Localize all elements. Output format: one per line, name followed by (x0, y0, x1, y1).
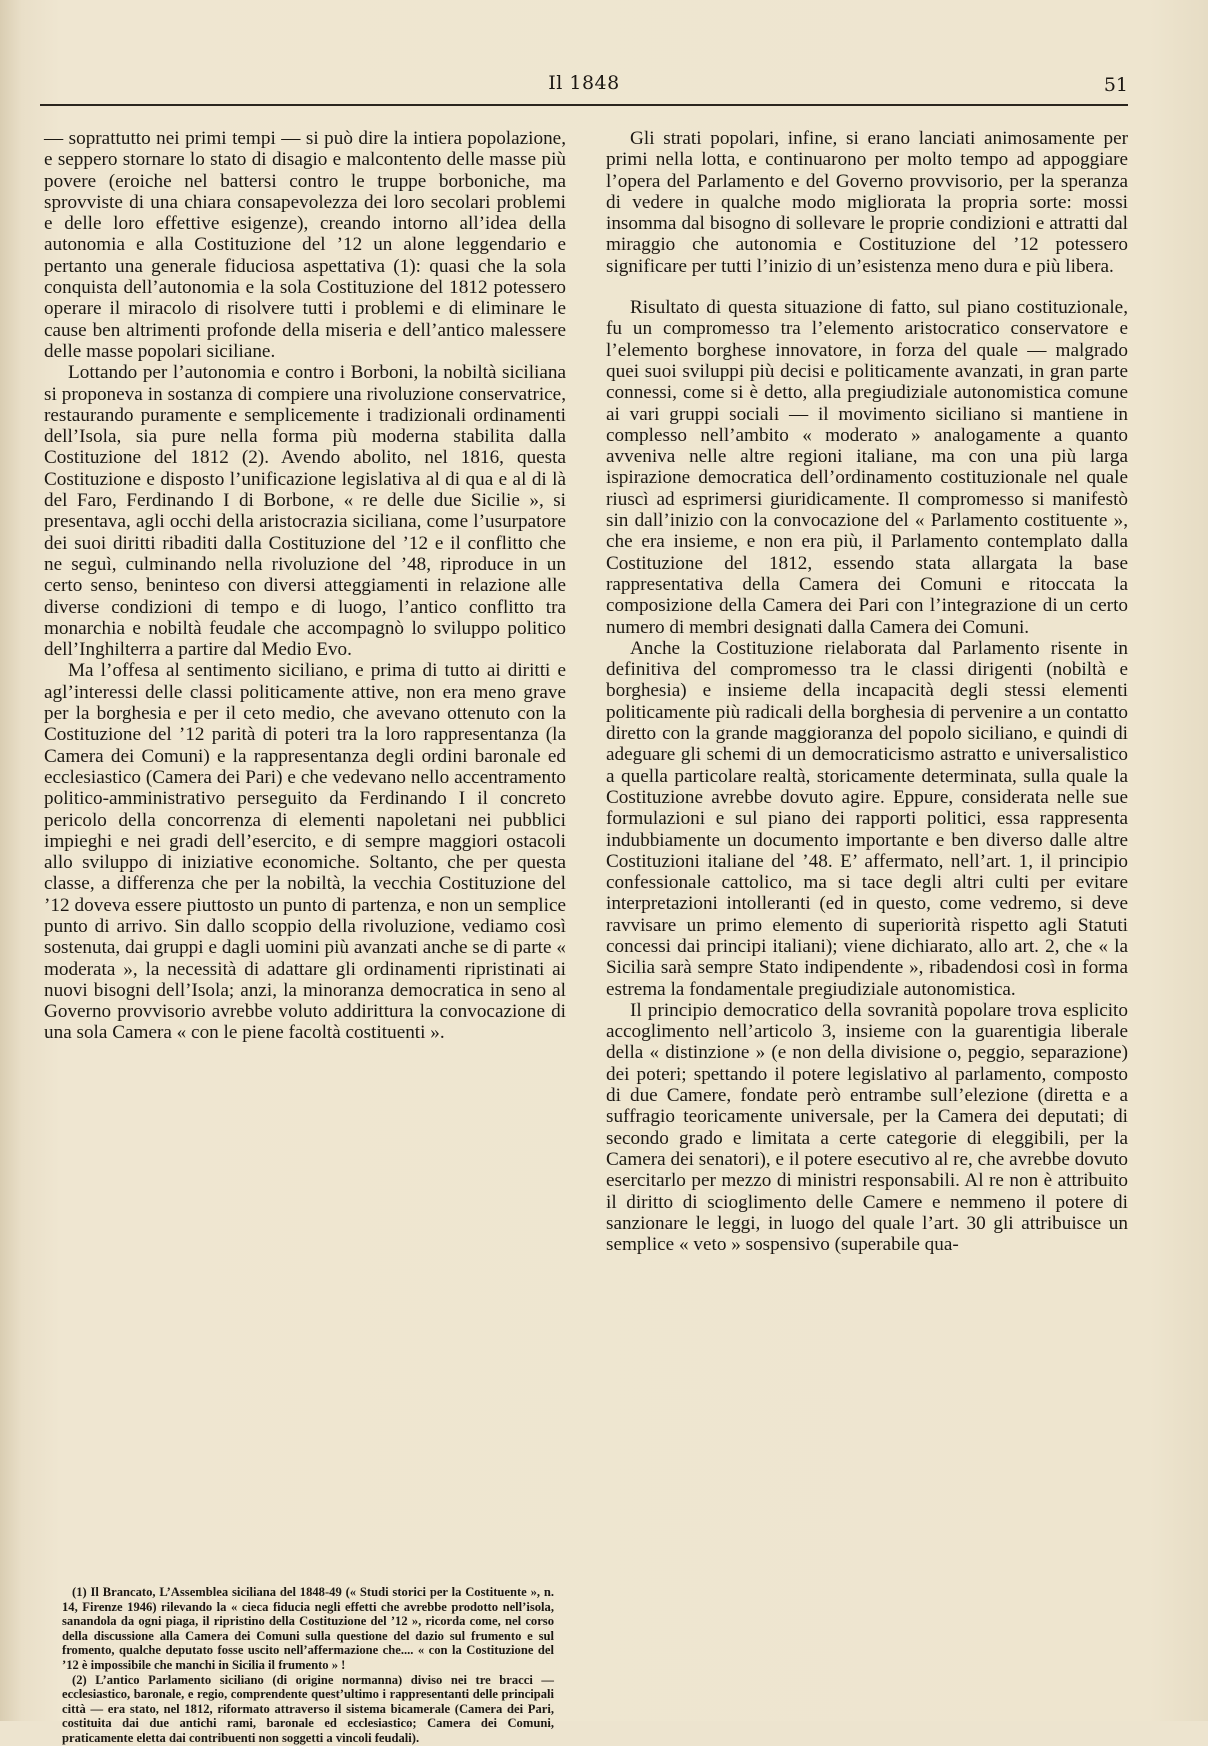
left-column (44, 128, 566, 1044)
running-header (40, 72, 1128, 104)
chapter-title: Il 1848 (548, 72, 620, 94)
paragraph: Lottando per l’autonomia e contro i Borboni, la nobiltà siciliana si proponeva in sostanza di compiere una rivoluzione conservatrice, restaurando puramente e semplicemente i tradizionali ordinamenti dell’Isola, sia pure nella forma più moderna stabilita dalla Costituzione del 1812 (2). Avendo abolito, nel 1816, questa Costituzione e disposto l’unificazione legislativa al di qua e al di là del Faro, Ferdinando I di Borbone, « re delle due Sicilie », si presentava, agli occhi della aristocrazia siciliana, come l’usurpatore dei suoi diritti ribaditi dalla Costituzione del ’12 e il conflitto che ne seguì, culminando nella rivoluzione del ’48, riproduce in un certo senso, beninteso con diversi atteggiamenti in relazione alle diverse condizioni di tempo e di luogo, l’antico conflitto tra monarchia e nobiltà feudale che accompagnò lo sviluppo politico dell’Inghilterra a partire dal Medio Evo. (44, 362, 566, 661)
paragraph: Risultato di questa situazione di fatto, sul piano costituzionale, fu un compromesso tra l’elemento aristocratico conservatore e l’elemento borghese innovatore, in forza del quale — malgrado quei suoi sviluppi più decisi e politicamente avanzati, in gran parte connessi, come si è detto, alla pregiudiziale autonomistica comune ai vari gruppi sociali — il movimento siciliano si mantiene in complesso nell’ambito « moderato » analogamente a quanto avveniva nelle altre regioni italiane, ma con una più larga ispirazione democratica dell’ordinamento costituzionale nel quale riuscì ad esprimersi giuridicamente. Il compromesso si manifestò sin dall’inizio con la convocazione del « Parlamento costituente », che era insieme, e non era più, il Parlamento contemplato dalla Costituzione del 1812, essendo stata allargata la base rappresentativa della Camera dei Comuni e ritoccata la composizione della Camera dei Pari con l’integrazione di un certo numero di membri designati dalla Camera dei Comuni. (606, 297, 1128, 638)
footnote-2: (2) L’antico Parlamento siciliano (di origine normanna) diviso nei tre bracci — ecclesiastico, baronale, e regio, comprendente quest’ultimo i rappresentanti delle principali città — era stato, nel 1812, riformato attraverso il sistema bicamerale (Camera dei Pari, costituita dai due antichi rami, baronale ed ecclesiastico; Camera dei Comuni, praticamente eletta dai contribuenti non soggetti a vincoli feudali). (62, 1672, 554, 1745)
paragraph: Gli strati popolari, infine, si erano lanciati animosamente per primi nella lotta, e continuarono per molto tempo ad appoggiare l’opera del Parlamento e del Governo provvisorio, per la speranza di vedere in qualche modo migliorata la propria sorte: mossi insomma dal bisogno di sollevare le proprie condizioni e attratti dal miraggio che autonomia e Costituzione del ’12 potessero significare per tutti l’inizio di un’esistenza meno dura e più libera. (606, 128, 1128, 277)
paragraph: — soprattutto nei primi tempi — si può dire la intiera popolazione, e seppero stornare lo stato di disagio e malcontento delle masse più povere (eroiche nel battersi contro le truppe borboniche, ma sprovviste di una chiara consapevolezza dei loro secolari problemi e delle loro effettive esigenze), creando intorno all’idea della autonomia e alla Costituzione del ’12 un alone leggendario e pertanto una generale fiduciosa aspettativa (1): quasi che la sola conquista dell’autonomia e la sola Costituzione del 1812 potessero operare il miracolo di risolvere tutti i problemi e di eliminare le cause ben altrimenti profonde della miseria e dell’antico malessere delle masse popolari siciliane. (44, 128, 566, 362)
paragraph: Ma l’offesa al sentimento siciliano, e prima di tutto ai diritti e agl’interessi delle classi politicamente attive, non era meno grave per la borghesia e per il ceto medio, che avevano ottenuto con la Costituzione del ’12 parità di poteri tra la loro rappresentanza (la Camera dei Comuni) e la rappresentanza degli ordini baronale ed ecclesiastico (Camera dei Pari) e che vedevano nello accentramento politico-amministrativo perseguito da Ferdinando I il concreto pericolo della concorrenza di elementi napoletani nei pubblici impieghi e nei gradi dell’esercito, e di sempre maggiori ostacoli allo sviluppo di iniziative economiche. Soltanto, che per questa classe, a differenza che per la nobiltà, la vecchia Costituzione del ’12 doveva essere piuttosto un punto di partenza, e non un semplice punto di arrivo. Sin dallo scoppio della rivoluzione, vediamo così sostenuta, dai gruppi e dagli uomini più avanzati anche se di parte « moderata », la necessità di adattare gli ordinamenti ripristinati ai nuovi bisogni dell’Isola; anzi, la minoranza democratica in seno al Governo provvisorio avrebbe voluto addirittura la convocazione di una sola Camera « con le piene facoltà costituenti ». (44, 660, 566, 1044)
footnote-1: (1) Il Brancato, L’Assemblea siciliana del 1848-49 (« Studi storici per la Costituente », n. 14, Firenze 1946) rilevando la « cieca fiducia negli effetti che avrebbe prodotto nell’isola, sanandola da ogni piaga, il ripristino della Costituzione del ’12 », ricorda come, nel corso della discussione alla Camera dei Comuni sulla questione del dazio sul frumento e sul fromento, qualche deputato fosse uscito nell’affermazione che.... « con la Costituzione del ’12 è impossibile che manchi in Sicilia il frumento » ! (62, 1585, 554, 1672)
footnotes (62, 1585, 554, 1746)
paragraph: Il principio democratico della sovranità popolare trova esplicito accoglimento nell’articolo 3, insieme con la guarentigia liberale della « distinzione » (e non della divisione o, peggio, separazione) dei poteri; spettando il potere legislativo al parlamento, composto di due Camere, fondate però entrambe sull’elezione (diretta e a suffragio teoricamente universale, per la Camera dei deputati; di secondo grado e limitata a certe categorie di eleggibili, per la Camera dei senatori), e il potere esecutivo al re, che avrebbe dovuto esercitarlo per mezzo di ministri responsabili. Al re non è attribuito il diritto di scioglimento delle Camere e nemmeno il potere di sanzionare le leggi, in luogo del quale l’art. 30 gli attribuisce un semplice « veto » sospensivo (superabile qua- (606, 999, 1128, 1256)
right-column (606, 128, 1128, 1255)
page-number: 51 (1103, 74, 1128, 96)
header-rule (40, 104, 1128, 106)
paragraph: Anche la Costituzione rielaborata dal Parlamento risente in definitiva del compromesso tra le classi dirigenti (nobiltà e borghesia) e insieme della incapacità degli stessi elementi politicamente più radicali della borghesia di pervenire a un contatto diretto con la grande maggioranza del popolo siciliano, e quindi di adeguare gli schemi di un democraticismo astratto e universalistico a quella particolare realtà, storicamente determinata, sulla quale la Costituzione avrebbe dovuto agire. Eppure, considerata nelle sue formulazioni e sul piano dei rapporti politici, essa rappresenta indubbiamente un documento importante e ben diverso dalle altre Costituzioni italiane del ’48. E’ affermato, nell’art. 1, il principio confessionale cattolico, ma si tace degli altri culti per evitare interpretazioni intolleranti (ed in questo, come vedremo, si deve ravvisare un primo elemento di superiorità rispetto agli Statuti concessi dai principi italiani); viene dichiarato, allo art. 2, che « la Sicilia sarà sempre Stato indipendente », ribadendosi così in forma estrema la fondamentale pregiudiziale autonomistica. (606, 637, 1128, 1000)
